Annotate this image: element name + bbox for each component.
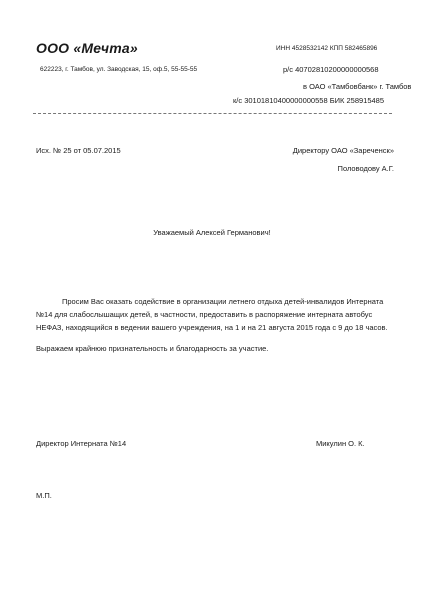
letterhead-divider <box>33 113 392 114</box>
recipient-position: Директору ОАО «Зареченск» <box>292 146 394 155</box>
signature-position: Директор Интерната №14 <box>36 439 127 448</box>
corr-account-bik: к/с 30101810400000000558 БИК 258915485 <box>233 96 385 105</box>
recipient-name: Половодову А.Г. <box>337 164 394 173</box>
body-paragraph-2: Выражаем крайнюю признательность и благодарность за участие. <box>36 344 269 353</box>
company-name: ООО «Мечта» <box>36 40 138 56</box>
reference-number: Исх. № 25 от 05.07.2015 <box>36 146 121 155</box>
company-address: 622223, г. Тамбов, ул. Заводская, 15, оф.5, 55-55-55 <box>40 66 198 73</box>
signature-name: Микулин О. К. <box>316 439 365 448</box>
letter-body <box>36 295 396 355</box>
stamp-place: М.П. <box>36 491 52 500</box>
body-paragraph-1: Просим Вас оказать содействие в организации летнего отдыха детей-инвалидов Интерната №14 для слабослышащих детей, в частности, предоставить в распоряжение интерната автобус НЕФАЗ, находящийся в ведении вашего учреждения, на 1 и на 21 августа 2015 года с 9 до 18 часов. <box>36 297 388 332</box>
bank-name: в ОАО «Тамбовбанк» г. Тамбов <box>303 82 412 91</box>
greeting: Уважаемый Алексей Германович! <box>153 228 271 237</box>
inn-kpp: ИНН 4528532142 КПП 582465896 <box>276 45 378 52</box>
bank-account: р/с 40702810200000000568 <box>283 65 379 74</box>
